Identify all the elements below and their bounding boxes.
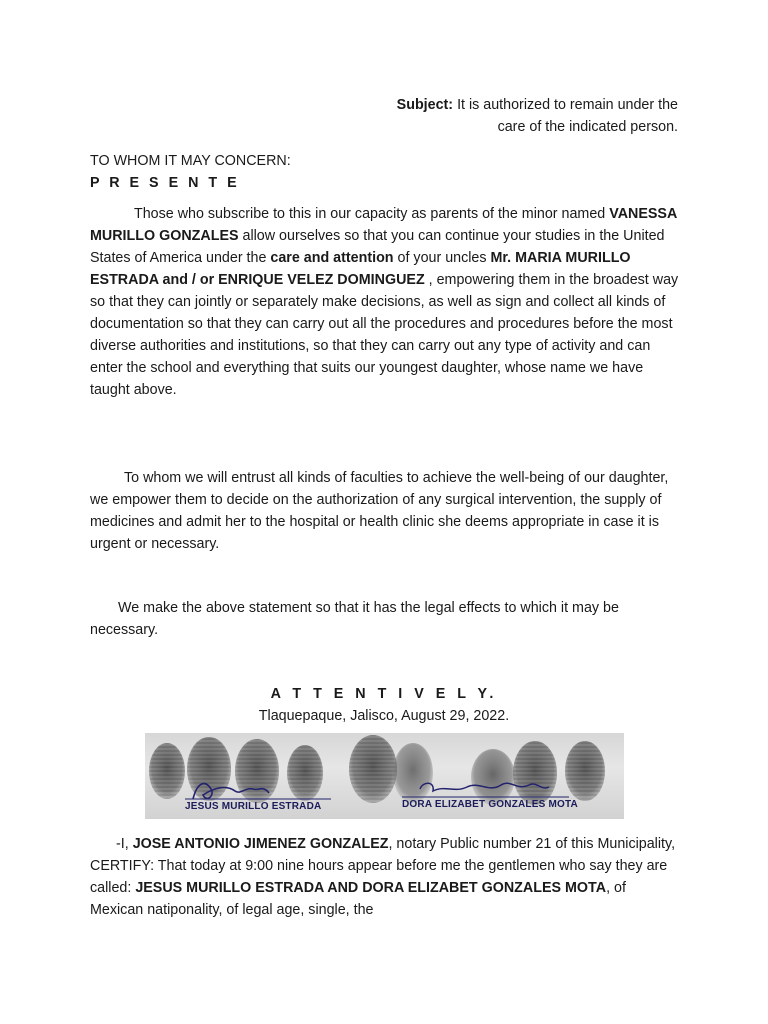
fingerprints-and-signatures-image — [145, 733, 624, 819]
fingerprint — [565, 741, 605, 801]
closing-attentively: A T T E N T I V E L Y. — [270, 686, 498, 702]
subject-label: Subject: — [396, 97, 454, 113]
fingerprint-group-left — [149, 737, 323, 803]
subject-block — [397, 94, 678, 138]
fingerprint — [513, 741, 557, 805]
paragraph-4-notary — [90, 833, 680, 921]
fingerprint — [287, 745, 323, 801]
fingerprint — [393, 743, 433, 803]
fingerprint-group-right — [349, 735, 605, 805]
paragraph-4-text-a: -I, — [116, 836, 133, 852]
parents-names: JESUS MURILLO ESTRADA AND DORA ELIZABET GONZALES MOTA — [135, 880, 607, 896]
care-and-attention: care and attention — [270, 250, 394, 266]
place-and-date: Tlaquepaque, Jalisco, August 29, 2022. — [258, 708, 510, 724]
paragraph-1-text-c: of your uncles — [393, 250, 491, 266]
signature-name-left: JESUS MURILLO ESTRADA — [185, 801, 322, 812]
signature-name-right: DORA ELIZABET GONZALES MOTA — [402, 799, 578, 810]
paragraph-1-text-d: , empowering them in the broadest way so that they can jointly or separately make decisions, as well as sign and collect all kinds of documentation so that they can carry out all the procedures and procedures before the most diverse authorities and institutions, so that they can carry out any type of activity and can enter the school and everything that suits our youngest daughter, whose name we have taught above. — [90, 272, 679, 398]
paragraph-3-text: We make the above statement so that it has the legal effects to which it may be necessary. — [90, 600, 619, 638]
subject-line-1: It is authorized to remain under the — [457, 97, 678, 113]
notary-name: JOSE ANTONIO JIMENEZ GONZALEZ — [132, 836, 389, 852]
fingerprint — [149, 743, 185, 799]
paragraph-2-text: To whom we will entrust all kinds of faculties to achieve the well-being of our daughter, we empower them to decide on the authorization of any surgical intervention, the supply of medicines and admit her to the hospital or health clinic she deems appropriate in case it is urgent or necessary. — [90, 470, 669, 552]
presente-heading: P R E S E N T E — [90, 175, 240, 191]
minor-name: VANESSA MURILLO GONZALES — [90, 206, 677, 244]
paragraph-2 — [90, 467, 680, 555]
fingerprint — [235, 739, 279, 803]
paragraph-3 — [90, 597, 680, 641]
uncles-names: Mr. MARIA MURILLO ESTRADA and / or ENRIQUE VELEZ DOMINGUEZ — [90, 250, 631, 288]
paragraph-1-text-b: allow ourselves so that you can continue your studies in the United States of America under the — [90, 228, 665, 266]
paragraph-1 — [90, 203, 680, 401]
subject-line-2: care of the indicated person. — [497, 119, 678, 135]
fingerprint — [349, 735, 397, 803]
paragraph-4-text-b: , notary Public number 21 of this Municipality, CERTIFY: That today at 9:00 nine hours appear before me the gentlemen who say they are called: — [90, 836, 676, 896]
salutation: TO WHOM IT MAY CONCERN: — [90, 153, 291, 169]
paragraph-4-text-c: , of Mexican natiponality, of legal age, single, the — [90, 880, 626, 918]
paragraph-1-text-a: Those who subscribe to this in our capacity as parents of the minor named — [134, 206, 610, 222]
